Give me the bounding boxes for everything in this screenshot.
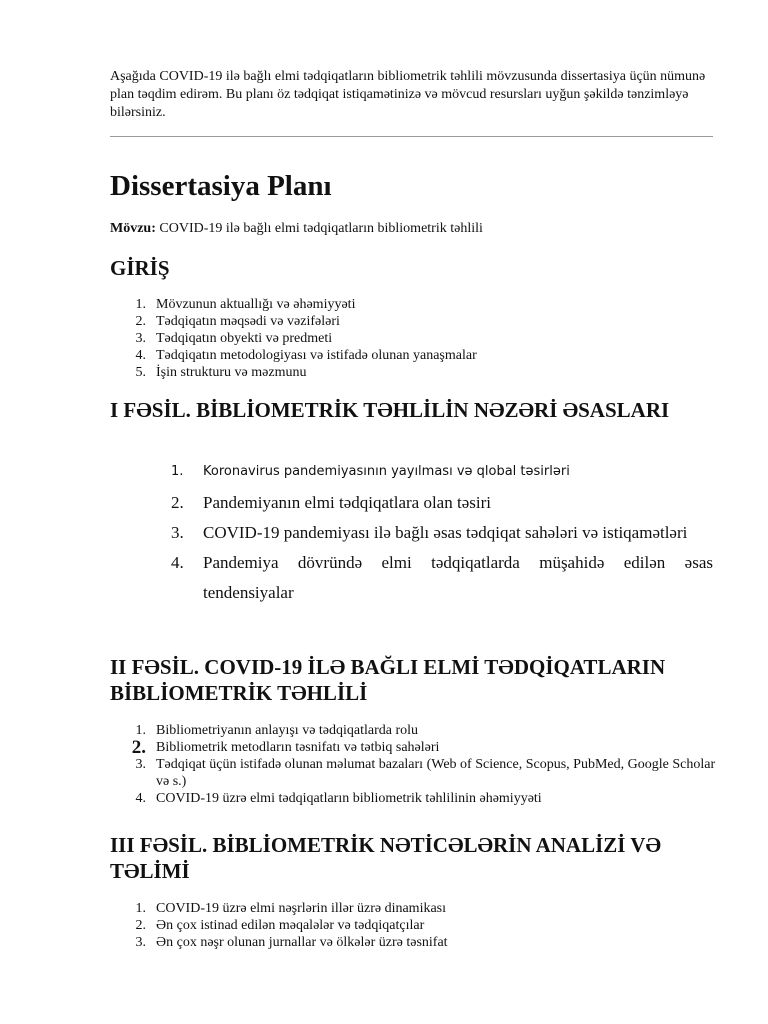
list-item-text: Tədqiqatın məqsədi və vəzifələri	[156, 314, 340, 329]
list-item-text: Bibliometrik metodların təsnifatı və tətbiq sahələri	[156, 740, 440, 755]
topic-label: Mövzu:	[110, 221, 156, 236]
list-item-text: Pandemiyanın elmi tədqiqatlara olan təsiri	[203, 493, 491, 512]
list-number: 1.	[171, 464, 184, 479]
list-number: 4.	[135, 348, 146, 363]
list-item	[135, 917, 716, 934]
list-item-text: Pandemiya dövründə elmi tədqiqatlarda müşahidə edilən əsas tendensiyalar	[203, 553, 713, 602]
list-item-text: Tədqiqatın metodologiyası və istifadə olunan yanaşmalar	[156, 348, 477, 363]
list-number: 2.	[171, 493, 184, 512]
section-heading-giris: GİRİŞ	[110, 256, 170, 280]
list-item	[135, 790, 716, 807]
list-item	[135, 364, 716, 381]
list-number: 2.	[131, 737, 146, 758]
section-heading-chapter-1: I FƏSİL. BİBLİOMETRİK TƏHLİLİN NƏZƏRİ ƏSASLARI	[110, 398, 670, 422]
list-number: 1.	[135, 297, 146, 312]
chapter-2-list	[131, 722, 716, 807]
list-item	[171, 548, 713, 608]
topic-line	[110, 220, 483, 238]
list-item	[171, 462, 713, 482]
list-item-text: Ən çox nəşr olunan jurnallar və ölkələr üzrə təsnifat	[156, 935, 448, 950]
list-item-text: COVID-19 üzrə elmi tədqiqatların bibliometrik təhlilinin əhəmiyyəti	[156, 791, 542, 806]
list-number: 5.	[135, 365, 146, 380]
list-number: 4.	[135, 791, 146, 806]
list-number: 3.	[135, 331, 146, 346]
list-item-text: Tədqiqat üçün istifadə olunan məlumat bazaları (Web of Science, Scopus, PubMed, Google Scholar və s.)	[156, 757, 716, 789]
list-item	[135, 330, 716, 347]
list-number: 4.	[171, 553, 184, 572]
horizontal-divider	[110, 136, 713, 137]
section-heading-chapter-3: III FƏSİL. BİBLİOMETRİK NƏTİCƏLƏRİN ANALİZİ VƏ TƏLİMİ	[110, 833, 661, 883]
list-item-text: Mövzunun aktuallığı və əhəmiyyəti	[156, 297, 356, 312]
list-item	[135, 296, 716, 313]
document-title: Dissertasiya Planı	[110, 170, 332, 202]
list-item	[135, 756, 716, 790]
section-heading-chapter-2: II FƏSİL. COVID-19 İLƏ BAĞLI ELMİ TƏDQİQATLARIN BİBLİOMETRİK TƏHLİLİ	[110, 655, 666, 705]
list-item	[135, 313, 716, 330]
list-number: 3.	[171, 523, 184, 542]
list-item	[135, 722, 716, 739]
list-item-text: İşin strukturu və məzmunu	[156, 365, 307, 380]
list-item	[135, 934, 716, 951]
list-number: 2.	[135, 314, 146, 329]
list-item	[131, 737, 716, 758]
topic-value: COVID-19 ilə bağlı elmi tədqiqatların bibliometrik təhlili	[155, 221, 483, 236]
giris-list	[135, 296, 716, 381]
chapter-3-list	[135, 900, 716, 951]
list-item-text: Ən çox istinad edilən məqalələr və tədqiqatçılar	[156, 918, 425, 933]
list-item-text: Tədqiqatın obyekti və predmeti	[156, 331, 333, 346]
list-number: 2.	[135, 918, 146, 933]
list-item	[135, 347, 716, 364]
list-number: 3.	[135, 935, 146, 950]
list-item	[135, 900, 716, 917]
list-number: 1.	[135, 723, 146, 738]
list-item-text: COVID-19 pandemiyası ilə bağlı əsas tədqiqat sahələri və istiqamətləri	[203, 523, 688, 542]
chapter-1-list	[171, 462, 713, 608]
list-item-text: Bibliometriyanın anlayışı və tədqiqatlarda rolu	[156, 723, 419, 738]
list-item	[171, 488, 713, 518]
intro-paragraph: Aşağıda COVID-19 ilə bağlı elmi tədqiqatların bibliometrik təhlili mövzusunda dissertasiya üçün nümunə plan təqdim edirəm. Bu planı öz tədqiqat istiqamətinizə və mövcud resursları uyğun şəkildə tənzimləyə bilərsiniz.	[110, 69, 706, 120]
list-item-text: COVID-19 üzrə elmi nəşrlərin illər üzrə dinamikası	[156, 901, 447, 916]
list-number: 3.	[135, 757, 146, 772]
list-item-text: Koronavirus pandemiyasının yayılması və qlobal təsirləri	[203, 464, 570, 479]
list-item	[171, 518, 713, 548]
list-number: 1.	[135, 901, 146, 916]
